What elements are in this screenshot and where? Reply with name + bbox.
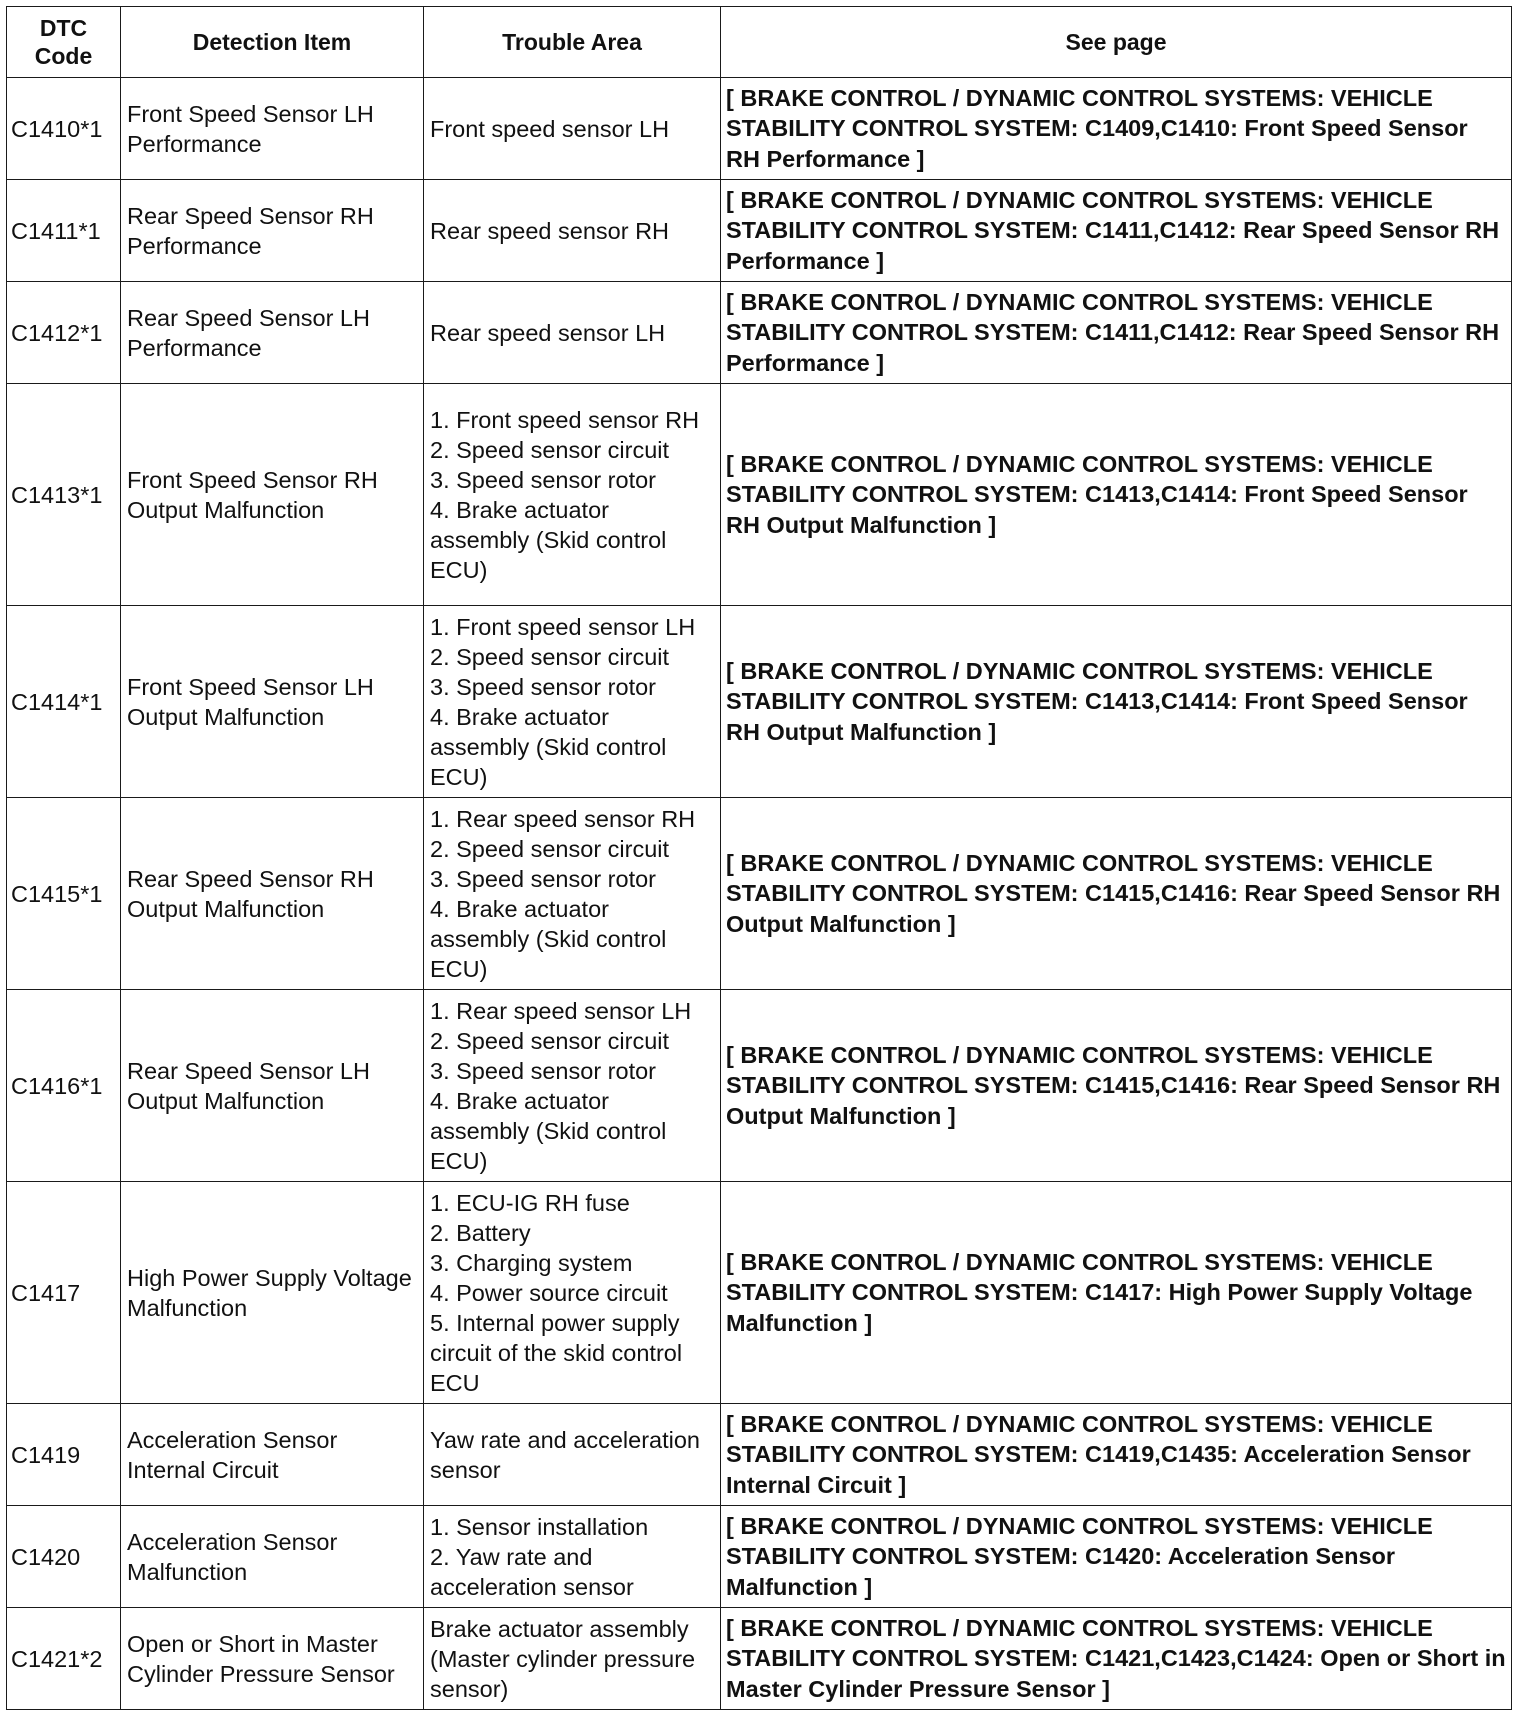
- see-page-link[interactable]: [ BRAKE CONTROL / DYNAMIC CONTROL SYSTEMS: VEHICLE STABILITY CONTROL SYSTEM: C1413,C1414: Front Speed Sensor RH Output Malfunction ]: [721, 606, 1512, 798]
- detection-item-cell: Front Speed Sensor LH Output Malfunction: [121, 606, 424, 798]
- trouble-area-line: Yaw rate and acceleration sensor: [430, 1426, 700, 1483]
- see-page-link[interactable]: [ BRAKE CONTROL / DYNAMIC CONTROL SYSTEMS: VEHICLE STABILITY CONTROL SYSTEM: C1419,C1435: Acceleration Sensor Internal Circuit ]: [721, 1404, 1512, 1506]
- detection-item-cell: Open or Short in Master Cylinder Pressure Sensor: [121, 1608, 424, 1710]
- dtc-code-cell: C1413*1: [7, 384, 121, 606]
- trouble-area-line: 3. Charging system: [430, 1249, 633, 1276]
- detection-item-cell: Acceleration Sensor Internal Circuit: [121, 1404, 424, 1506]
- trouble-area-cell: [424, 606, 721, 798]
- dtc-code-cell: C1412*1: [7, 282, 121, 384]
- trouble-area-line: 4. Brake actuator assembly (Skid control ECU): [430, 496, 667, 583]
- trouble-area-line: 1. ECU-IG RH fuse: [430, 1189, 630, 1216]
- table-row: [7, 1608, 1512, 1710]
- table-header-row: [7, 7, 1512, 78]
- detection-item-cell: Front Speed Sensor RH Output Malfunction: [121, 384, 424, 606]
- trouble-area-cell: [424, 282, 721, 384]
- see-page-link[interactable]: [ BRAKE CONTROL / DYNAMIC CONTROL SYSTEMS: VEHICLE STABILITY CONTROL SYSTEM: C1411,C1412: Rear Speed Sensor RH Performance ]: [721, 180, 1512, 282]
- see-page-link[interactable]: [ BRAKE CONTROL / DYNAMIC CONTROL SYSTEMS: VEHICLE STABILITY CONTROL SYSTEM: C1420: Acceleration Sensor Malfunction ]: [721, 1506, 1512, 1608]
- header-dtc-code: DTC Code: [7, 7, 121, 78]
- see-page-link[interactable]: [ BRAKE CONTROL / DYNAMIC CONTROL SYSTEMS: VEHICLE STABILITY CONTROL SYSTEM: C1415,C1416: Rear Speed Sensor RH Output Malfunction ]: [721, 990, 1512, 1182]
- dtc-code-cell: C1421*2: [7, 1608, 121, 1710]
- table-row: [7, 384, 1512, 606]
- table-row: [7, 798, 1512, 990]
- trouble-area-line: Rear speed sensor LH: [430, 319, 666, 346]
- see-page-link[interactable]: [ BRAKE CONTROL / DYNAMIC CONTROL SYSTEMS: VEHICLE STABILITY CONTROL SYSTEM: C1413,C1414: Front Speed Sensor RH Output Malfunction ]: [721, 384, 1512, 606]
- detection-item-cell: High Power Supply Voltage Malfunction: [121, 1182, 424, 1404]
- trouble-area-line: 4. Brake actuator assembly (Skid control ECU): [430, 1087, 667, 1174]
- table-row: [7, 990, 1512, 1182]
- detection-item-cell: Rear Speed Sensor RH Output Malfunction: [121, 798, 424, 990]
- table-row: [7, 282, 1512, 384]
- table-row: [7, 606, 1512, 798]
- trouble-area-cell: [424, 180, 721, 282]
- trouble-area-line: 1. Rear speed sensor RH: [430, 805, 696, 832]
- trouble-area-cell: [424, 1506, 721, 1608]
- trouble-area-line: 2. Speed sensor circuit: [430, 643, 670, 670]
- trouble-area-line: 4. Brake actuator assembly (Skid control ECU): [430, 703, 667, 790]
- dtc-code-cell: C1410*1: [7, 78, 121, 180]
- trouble-area-line: 1. Front speed sensor LH: [430, 613, 696, 640]
- trouble-area-line: 5. Internal power supply circuit of the skid control ECU: [430, 1309, 683, 1396]
- trouble-area-line: 1. Rear speed sensor LH: [430, 997, 692, 1024]
- header-detection-item: Detection Item: [121, 7, 424, 78]
- detection-item-cell: Rear Speed Sensor LH Performance: [121, 282, 424, 384]
- trouble-area-line: Front speed sensor LH: [430, 115, 670, 142]
- dtc-code-cell: C1411*1: [7, 180, 121, 282]
- table-row: [7, 1404, 1512, 1506]
- dtc-code-cell: C1420: [7, 1506, 121, 1608]
- table-row: [7, 1506, 1512, 1608]
- trouble-area-line: 1. Sensor installation: [430, 1513, 649, 1540]
- dtc-table: [6, 6, 1512, 1710]
- trouble-area-cell: [424, 1608, 721, 1710]
- dtc-code-cell: C1417: [7, 1182, 121, 1404]
- table-row: [7, 78, 1512, 180]
- trouble-area-line: 3. Speed sensor rotor: [430, 865, 656, 892]
- dtc-code-cell: C1415*1: [7, 798, 121, 990]
- see-page-link[interactable]: [ BRAKE CONTROL / DYNAMIC CONTROL SYSTEMS: VEHICLE STABILITY CONTROL SYSTEM: C1417: High Power Supply Voltage Malfunction ]: [721, 1182, 1512, 1404]
- dtc-code-cell: C1419: [7, 1404, 121, 1506]
- trouble-area-line: 3. Speed sensor rotor: [430, 466, 656, 493]
- header-trouble-area: Trouble Area: [424, 7, 721, 78]
- see-page-link[interactable]: [ BRAKE CONTROL / DYNAMIC CONTROL SYSTEMS: VEHICLE STABILITY CONTROL SYSTEM: C1415,C1416: Rear Speed Sensor RH Output Malfunction ]: [721, 798, 1512, 990]
- header-see-page: See page: [721, 7, 1512, 78]
- trouble-area-cell: [424, 1404, 721, 1506]
- trouble-area-cell: [424, 78, 721, 180]
- trouble-area-line: 4. Power source circuit: [430, 1279, 668, 1306]
- trouble-area-line: 2. Speed sensor circuit: [430, 436, 670, 463]
- table-row: [7, 1182, 1512, 1404]
- trouble-area-line: 3. Speed sensor rotor: [430, 673, 656, 700]
- detection-item-cell: Front Speed Sensor LH Performance: [121, 78, 424, 180]
- dtc-code-cell: C1416*1: [7, 990, 121, 1182]
- trouble-area-line: 2. Speed sensor circuit: [430, 1027, 670, 1054]
- trouble-area-line: 2. Speed sensor circuit: [430, 835, 670, 862]
- detection-item-cell: Rear Speed Sensor LH Output Malfunction: [121, 990, 424, 1182]
- trouble-area-line: 4. Brake actuator assembly (Skid control ECU): [430, 895, 667, 982]
- table-row: [7, 180, 1512, 282]
- see-page-link[interactable]: [ BRAKE CONTROL / DYNAMIC CONTROL SYSTEMS: VEHICLE STABILITY CONTROL SYSTEM: C1421,C1423,C1424: Open or Short in Master Cylinder Pressure Sensor ]: [721, 1608, 1512, 1710]
- see-page-link[interactable]: [ BRAKE CONTROL / DYNAMIC CONTROL SYSTEMS: VEHICLE STABILITY CONTROL SYSTEM: C1411,C1412: Rear Speed Sensor RH Performance ]: [721, 282, 1512, 384]
- trouble-area-line: Rear speed sensor RH: [430, 217, 670, 244]
- trouble-area-line: 1. Front speed sensor RH: [430, 406, 700, 433]
- trouble-area-cell: [424, 990, 721, 1182]
- detection-item-cell: Rear Speed Sensor RH Performance: [121, 180, 424, 282]
- trouble-area-cell: [424, 384, 721, 606]
- trouble-area-line: Brake actuator assembly (Master cylinder pressure sensor): [430, 1615, 696, 1702]
- trouble-area-line: 2. Yaw rate and acceleration sensor: [430, 1543, 634, 1600]
- dtc-table-sheet: [6, 6, 1512, 1710]
- trouble-area-cell: [424, 1182, 721, 1404]
- trouble-area-line: 2. Battery: [430, 1219, 531, 1246]
- trouble-area-cell: [424, 798, 721, 990]
- dtc-code-cell: C1414*1: [7, 606, 121, 798]
- detection-item-cell: Acceleration Sensor Malfunction: [121, 1506, 424, 1608]
- trouble-area-line: 3. Speed sensor rotor: [430, 1057, 656, 1084]
- see-page-link[interactable]: [ BRAKE CONTROL / DYNAMIC CONTROL SYSTEMS: VEHICLE STABILITY CONTROL SYSTEM: C1409,C1410: Front Speed Sensor RH Performance ]: [721, 78, 1512, 180]
